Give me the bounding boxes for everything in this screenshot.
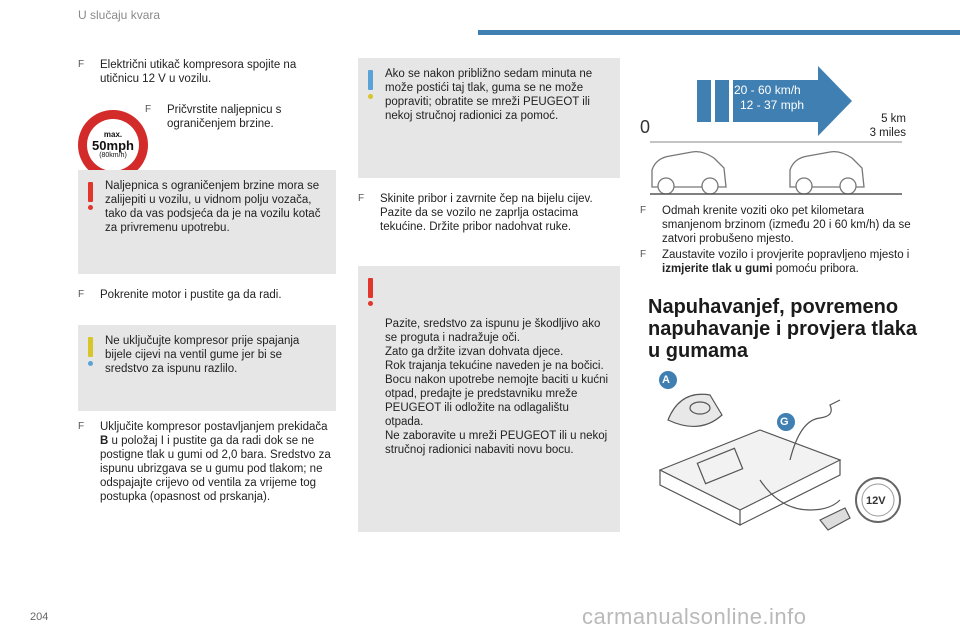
kit-label-g: G	[780, 416, 789, 428]
page-number: 204	[30, 611, 49, 623]
bullet-marker: F	[640, 205, 647, 216]
bullet-text: Električni utikač kompresora spojite na utičnicu 12 V u vozilu.	[100, 59, 297, 85]
sign-line2: 50mph	[92, 138, 134, 153]
warning-text: Pazite, sredstvo za ispunu je škodljivo ako se proguta i nadražuje oči. Zato ga držite izvan dohvata djece. Rok trajanja tekućine naveden je na bočici. Bocu nakon upotrebe nemojte baciti u kućni otpad, predajte je predstavniku mreže PEUGEOT ili odložite na odlagalištu otpada. Ne zaboravite u mreži PEUGEOT ili u nekoj stručnoj radionici nabaviti novu bocu.	[385, 318, 609, 456]
sign-line3: (80km/h)	[99, 152, 127, 159]
speed-range-mph: 12 - 37 mph	[740, 98, 805, 112]
distance-km: 5 km	[881, 113, 906, 125]
driving-diagram	[640, 62, 910, 197]
switch-label-b: B	[100, 435, 109, 447]
compressor-kit-svg	[640, 360, 910, 540]
bullet-text: Zaustavite vozilo i provjerite popravljeno mjesto i izmjerite tlak u gumi pomoću pribora.	[662, 249, 910, 275]
start-distance: 0	[640, 117, 651, 137]
info-icon	[88, 337, 93, 357]
info-text: Ako se nakon približno sedam minuta ne može postići taj tlak, guma se ne može popraviti; obratite se mreži PEUGEOT ili nekoj stručnoj radionici za pomoć.	[385, 68, 593, 122]
bullet-connect-plug	[78, 58, 333, 86]
bullet-text: Skinite pribor i zavrnite čep na bijelu cijev. Pazite da se vozilo ne zaprlja ostacima tekućine. Držite pribor nadohvat ruke.	[380, 193, 593, 233]
bullet-marker: F	[78, 421, 85, 432]
bullet-attach-sticker	[145, 103, 315, 131]
bullet-switch-on	[78, 420, 336, 504]
section-heading: Napuhavanjef, povremeno napuhavanje i provjera tlaka u gumama	[648, 296, 917, 362]
info-text: Ne uključujte kompresor prije spajanja bijele cijevi na ventil gume jer bi se sredstvo za ispunu razlilo.	[105, 335, 300, 375]
kit-label-a: A	[662, 374, 670, 386]
warning-text: Naljepnica s ograničenjem brzine mora se zalijepiti u vozilu, u vidnom polju vozača, tako da vas podsjeća da je na vozilu kotač za privremenu upotrebu.	[105, 180, 321, 234]
sign-line1: max.	[103, 130, 123, 139]
bullet-marker: F	[145, 104, 152, 115]
bold-check-pressure: izmjerite tlak u gumi	[662, 263, 773, 275]
bullet-text: Pričvrstite naljepnicu s ograničenjem brzine.	[167, 104, 282, 130]
bullet-check-pressure	[640, 248, 912, 276]
warning-icon	[368, 278, 373, 298]
bullet-remove-kit	[358, 192, 620, 234]
speed-range-kmh: 20 - 60 km/h	[734, 83, 801, 97]
bullet-drive-off	[640, 204, 912, 246]
bullet-text: Pokrenite motor i pustite ga da radi.	[100, 289, 282, 301]
info-box-pressure	[358, 58, 620, 178]
bullet-marker: F	[640, 249, 647, 260]
distance-miles: 3 miles	[869, 127, 906, 139]
section-title: U slučaju kvara	[78, 8, 161, 22]
warning-box-sealant	[358, 266, 620, 532]
bullet-start-engine	[78, 288, 336, 302]
info-icon	[368, 70, 373, 90]
watermark: carmanualsonline.info	[582, 604, 807, 629]
compressor-kit-illustration	[640, 360, 910, 540]
info-box-compressor	[78, 325, 336, 411]
socket-12v-label: 12V	[866, 495, 886, 507]
bullet-text: Odmah krenite voziti oko pet kilometara smanjenom brzinom (između 20 i 60 km/h) da se zatvori probušeno mjesto.	[662, 205, 911, 245]
warning-box-sticker	[78, 170, 336, 274]
bullet-text: Uključite kompresor postavljanjem prekidača B u položaj I i pustite ga da radi dok se ne postigne tlak u gumi od 2,0 bara. Sredstvo za ispunu ubrizgava se u gumu pod tlakom; ne odspajajte crijevo od ventila za vrijeme tog postupka (opasnost od prskanja).	[100, 421, 331, 503]
bullet-marker: F	[358, 193, 365, 204]
bullet-marker: F	[78, 289, 85, 300]
header-rule	[478, 30, 960, 35]
bullet-marker: F	[78, 59, 85, 70]
warning-icon	[88, 182, 93, 202]
